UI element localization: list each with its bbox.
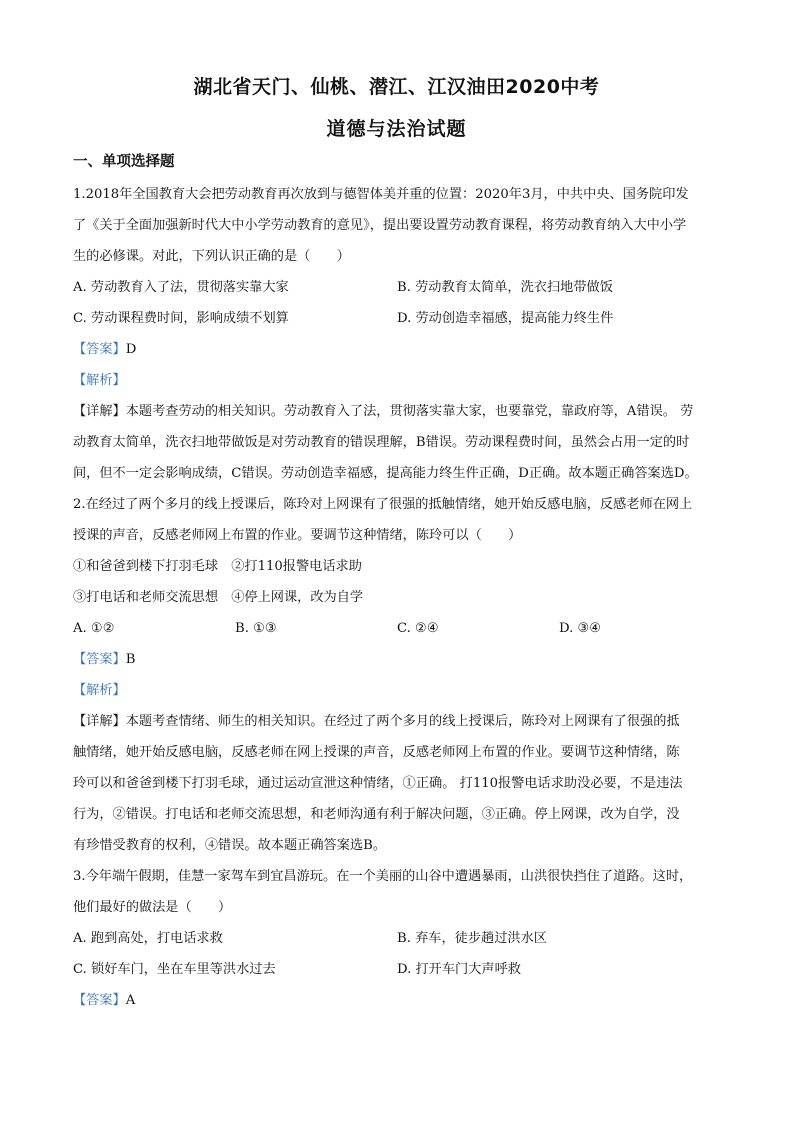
- question-3-stem: [73, 861, 721, 923]
- option-a: A. ①②: [73, 621, 115, 636]
- question-line: 2.在经过了两个多月的线上授课后，陈玲对上网课有了很强的抵触情绪，她开始反感电脑，反感老师在网上: [73, 497, 693, 512]
- question-line: 1.2018年全国教育大会把劳动教育再次放到与德智体美并重的位置：2020年3月，中共中央、国务院印发: [73, 187, 689, 202]
- option-d: D. 打开车门大声呼救: [397, 962, 521, 977]
- question-line: 生的必修课。对此，下列认识正确的是（ ）: [73, 249, 350, 264]
- analysis-tag: 【解析】: [73, 373, 126, 388]
- answer-value: B: [125, 652, 136, 667]
- section-heading: 一、单项选择题: [73, 154, 175, 170]
- detail-tag: 【详解】: [73, 404, 126, 419]
- question-3-answer: [73, 985, 721, 1016]
- answer-value: A: [125, 993, 136, 1008]
- question-1-options-row-1: [73, 272, 721, 303]
- question-2-item-line: ③打电话和老师交流思想 ④停上网课，改为自学: [73, 590, 364, 605]
- question-1-answer: [73, 334, 721, 365]
- option-a: A. 劳动教育入了法，贯彻落实靠大家: [73, 280, 289, 295]
- question-1-stem: [73, 179, 721, 272]
- detail-line: 【详解】本题考查劳动的相关知识。劳动教育入了法，贯彻落实靠大家，也要靠党，靠政府等，A错误。 劳: [73, 404, 694, 419]
- detail-line: 有珍惜受教育的权利，④错误。故本题正确答案选B。: [73, 838, 387, 853]
- question-2-item-line: ①和爸爸到楼下打羽毛球 ②打110报警电话求助: [73, 559, 362, 574]
- question-line: 3.今年端午假期，佳慧一家驾车到宜昌游玩。在一个美丽的山谷中遭遇暴雨，山洪很快挡住了道路。这时，: [73, 869, 693, 884]
- question-1-detail: [73, 396, 721, 489]
- detail-line: 间，但不一定会影响成绩，C错误。劳动创造幸福感，提高能力终生件正确，D正确。故本题正确答案选D。: [73, 466, 698, 481]
- question-3-options-row-1: [73, 923, 721, 954]
- detail-line: 触情绪，她开始反感电脑，反感老师在网上授课的声音，反感老师网上布置的作业。要调节这种情绪，陈: [73, 745, 680, 760]
- detail-line: 【详解】本题考查情绪、师生的相关知识。在经过了两个多月的线上授课后，陈玲对上网课有了很强的抵: [73, 714, 680, 729]
- question-1-options-row-2: [73, 303, 721, 334]
- option-b: B. 弃车，徒步趟过洪水区: [397, 931, 547, 946]
- option-c: C. ②④: [397, 621, 439, 636]
- answer-value: D: [125, 342, 137, 357]
- analysis-tag: 【解析】: [73, 683, 126, 698]
- option-b: B. 劳动教育太简单，洗衣扫地带做饭: [397, 280, 613, 295]
- question-2-options-row: [73, 613, 721, 644]
- question-2-detail: [73, 706, 721, 861]
- question-line: 授课的声音，反感老师网上布置的作业。要调节这种情绪，陈玲可以（ ）: [73, 528, 522, 543]
- detail-line: 玲可以和爸爸到楼下打羽毛球，通过运动宣泄这种情绪，①正确。 打110报警电话求助没必要，不是违法: [73, 776, 683, 791]
- exam-title: 湖北省天门、仙桃、潜江、江汉油田2020中考: [193, 76, 600, 98]
- answer-tag: 【答案】: [73, 993, 126, 1008]
- option-d: D. ③④: [559, 621, 602, 636]
- option-b: B. ①③: [235, 621, 277, 636]
- exam-subtitle: 道德与法治试题: [326, 118, 467, 140]
- option-d: D. 劳动创造幸福感，提高能力终生件: [397, 311, 614, 326]
- detail-line: 行为，②错误。打电话和老师交流思想，和老师沟通有利于解决问题，③正确。停上网课，改为自学，没: [73, 807, 680, 822]
- detail-line: 动教育太简单，洗衣扫地带做饭是对劳动教育的错误理解，B错误。劳动课程费时间，虽然会占用一定的时: [73, 435, 690, 450]
- answer-tag: 【答案】: [73, 652, 126, 667]
- question-2-stem: [73, 489, 721, 551]
- question-2-answer: [73, 644, 721, 675]
- option-c: C. 锁好车门，坐在车里等洪水过去: [73, 962, 276, 977]
- question-line: 他们最好的做法是（ ）: [73, 900, 232, 915]
- question-2-analysis: [73, 675, 721, 706]
- questions-body: [73, 179, 721, 1016]
- option-c: C. 劳动课程费时间，影响成绩不划算: [73, 311, 289, 326]
- question-line: 了《关于全面加强新时代大中小学劳动教育的意见》，提出要设置劳动教育课程，将劳动教育纳入大中小学: [73, 218, 687, 233]
- detail-tag: 【详解】: [73, 714, 126, 729]
- question-1-analysis: [73, 365, 721, 396]
- option-a: A. 跑到高处，打电话求救: [73, 931, 223, 946]
- answer-tag: 【答案】: [73, 342, 126, 357]
- question-3-options-row-2: [73, 954, 721, 985]
